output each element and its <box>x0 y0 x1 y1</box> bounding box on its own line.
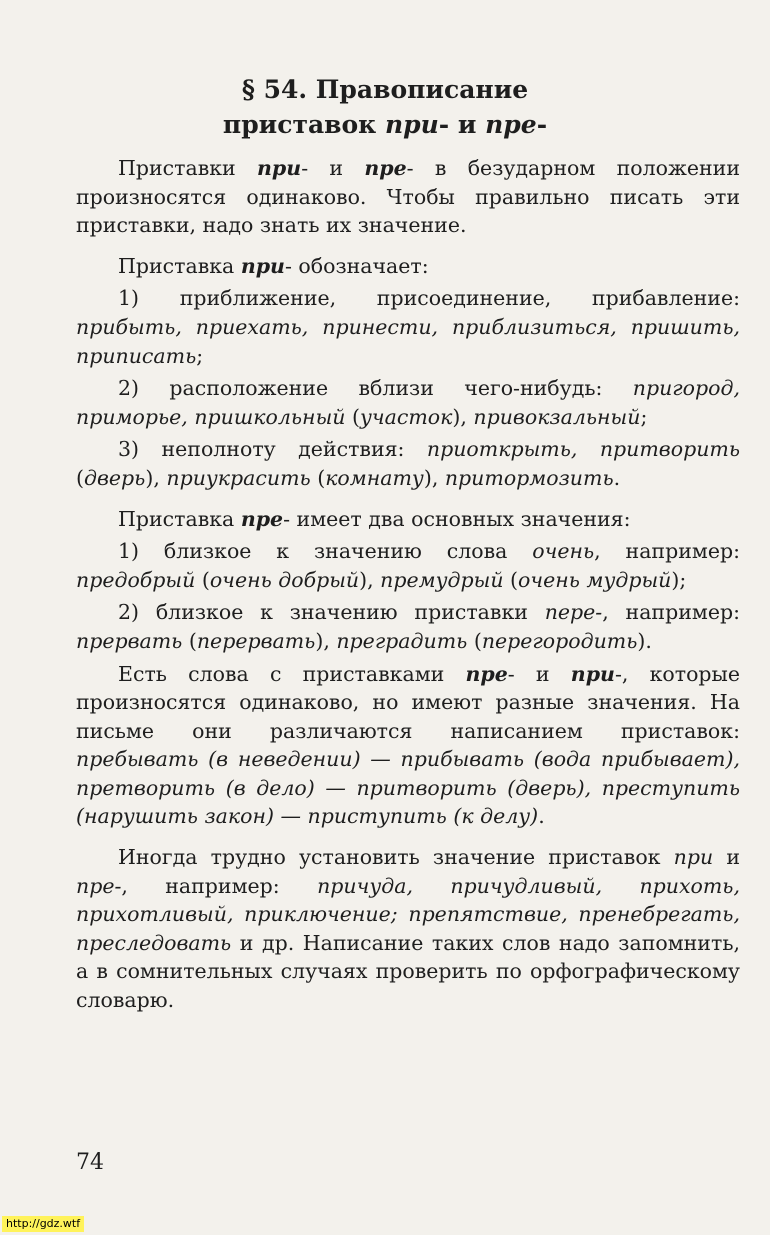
text: ), <box>359 567 381 592</box>
body-text <box>76 154 740 1015</box>
paragraph-pre-meaning-2 <box>76 598 740 655</box>
watermark-link[interactable]: http://gdz.wtf <box>2 1216 84 1232</box>
text: 2) близкое к значению приставки <box>118 600 545 625</box>
prefix-pri: при <box>257 156 302 180</box>
prefix-pre: пре <box>364 156 407 180</box>
example-words: очень добрый <box>209 567 360 592</box>
title-text: - и <box>438 110 486 139</box>
text: - в безударном положении произносятся одинаково. Чтобы правильно писать эти приставки, надо знать их значение. <box>76 156 740 238</box>
text: . <box>538 804 545 829</box>
text: - обозначает: <box>284 253 429 278</box>
section-title-line2 <box>0 107 770 142</box>
example-words: участок <box>359 404 453 429</box>
text: ). <box>637 628 652 653</box>
text: ( <box>76 465 84 490</box>
text: ), <box>423 465 445 490</box>
example-words: премудрый <box>380 567 504 592</box>
text: ( <box>195 567 210 592</box>
paragraph-dictionary <box>76 843 740 1015</box>
text: 2) расположение вблизи чего-нибудь: <box>118 376 633 401</box>
text: ), <box>145 465 167 490</box>
paragraph-pri-heading <box>76 252 740 281</box>
text: . <box>613 465 621 490</box>
example-words: пребывать (в неведении) — прибывать (вода прибывает), претворить (в дело) — притворить (дверь), преступить (нарушить закон) — приступить (к делу) <box>76 747 740 829</box>
section-title <box>0 72 770 142</box>
prefix-pri: при <box>240 253 285 278</box>
text: и др. Написание таких слов надо запомнить, а в сомнительных случаях проверить по орфографическому словарю. <box>76 930 740 1013</box>
example-words: преградить <box>336 628 468 653</box>
text: Есть слова с приставками <box>118 661 466 686</box>
paragraph-pre-heading <box>76 505 740 534</box>
text: ), <box>315 628 337 653</box>
example-words: перервать <box>196 628 316 653</box>
example-words: пре- <box>76 873 122 898</box>
text: 1) близкое к значению слова <box>118 539 533 564</box>
text: 1) приближение, присоединение, прибавление: <box>118 286 740 311</box>
text: Приставка <box>118 253 241 278</box>
example-words: очень мудрый <box>518 567 672 592</box>
text: ( <box>310 465 326 490</box>
text: , например: <box>594 539 740 564</box>
text: Приставка <box>118 506 241 531</box>
example-words: очень <box>532 539 595 564</box>
example-words: предобрый <box>76 567 196 592</box>
title-text: - <box>536 110 548 139</box>
page-number: 74 <box>76 1150 104 1175</box>
text: ); <box>671 567 687 592</box>
text: - и <box>507 661 571 686</box>
example-words: комнату <box>325 465 424 490</box>
text: 3) неполноту действия: <box>118 437 427 462</box>
text: Иногда трудно установить значение приставок <box>118 845 674 870</box>
example-words: при <box>673 845 714 870</box>
text: - и <box>301 156 365 180</box>
text: - имеет два основных значения: <box>283 506 631 531</box>
prefix-pre: пре <box>240 506 284 531</box>
prefix-pre: пре <box>465 661 508 686</box>
text: ( <box>345 404 360 429</box>
example-words: пере- <box>544 600 603 625</box>
paragraph-pre-meaning-1 <box>76 537 740 594</box>
example-words: прибыть, приехать, принести, приблизиться, пришить, приписать <box>76 314 740 368</box>
example-words: пригород, приморье, пришкольный <box>76 376 740 429</box>
example-words: приукрасить <box>166 465 311 490</box>
text: -, которые произносятся одинаково, но имеют разные значения. На письме они различаются написанием приставок: <box>76 661 741 743</box>
text: ( <box>467 628 482 653</box>
example-words: притормозить <box>444 465 614 490</box>
prefix-pri: при <box>570 661 615 686</box>
title-text: приставок <box>222 110 385 139</box>
text: ; <box>640 404 648 429</box>
paragraph-intro <box>76 154 740 240</box>
paragraph-pri-meaning-3 <box>76 435 740 492</box>
text: и <box>713 845 740 870</box>
example-words: приоткрыть, притворить <box>426 437 741 462</box>
title-prefix-pre: пре <box>485 110 537 139</box>
paragraph-pri-meaning-1 <box>76 284 740 370</box>
text: ( <box>182 628 197 653</box>
text: ; <box>196 343 204 368</box>
text: , например: <box>121 873 318 898</box>
title-prefix-pri: при <box>384 110 439 139</box>
example-words: привокзальный <box>473 404 641 429</box>
example-words: прервать <box>76 628 183 653</box>
paragraph-pri-meaning-2 <box>76 374 740 431</box>
example-words: перегородить <box>481 628 638 653</box>
paragraph-paronyms <box>76 660 740 832</box>
text: , например: <box>602 600 740 625</box>
section-title-line1: § 54. Правописание <box>241 75 529 104</box>
text: ( <box>503 567 519 592</box>
text: ), <box>452 404 474 429</box>
text: Приставки <box>118 156 258 180</box>
example-words: причуда, причудливый, прихоть, прихотливый, приключение; препятствие, пренебрегать, преследовать <box>76 873 740 955</box>
example-words: дверь <box>84 465 146 490</box>
